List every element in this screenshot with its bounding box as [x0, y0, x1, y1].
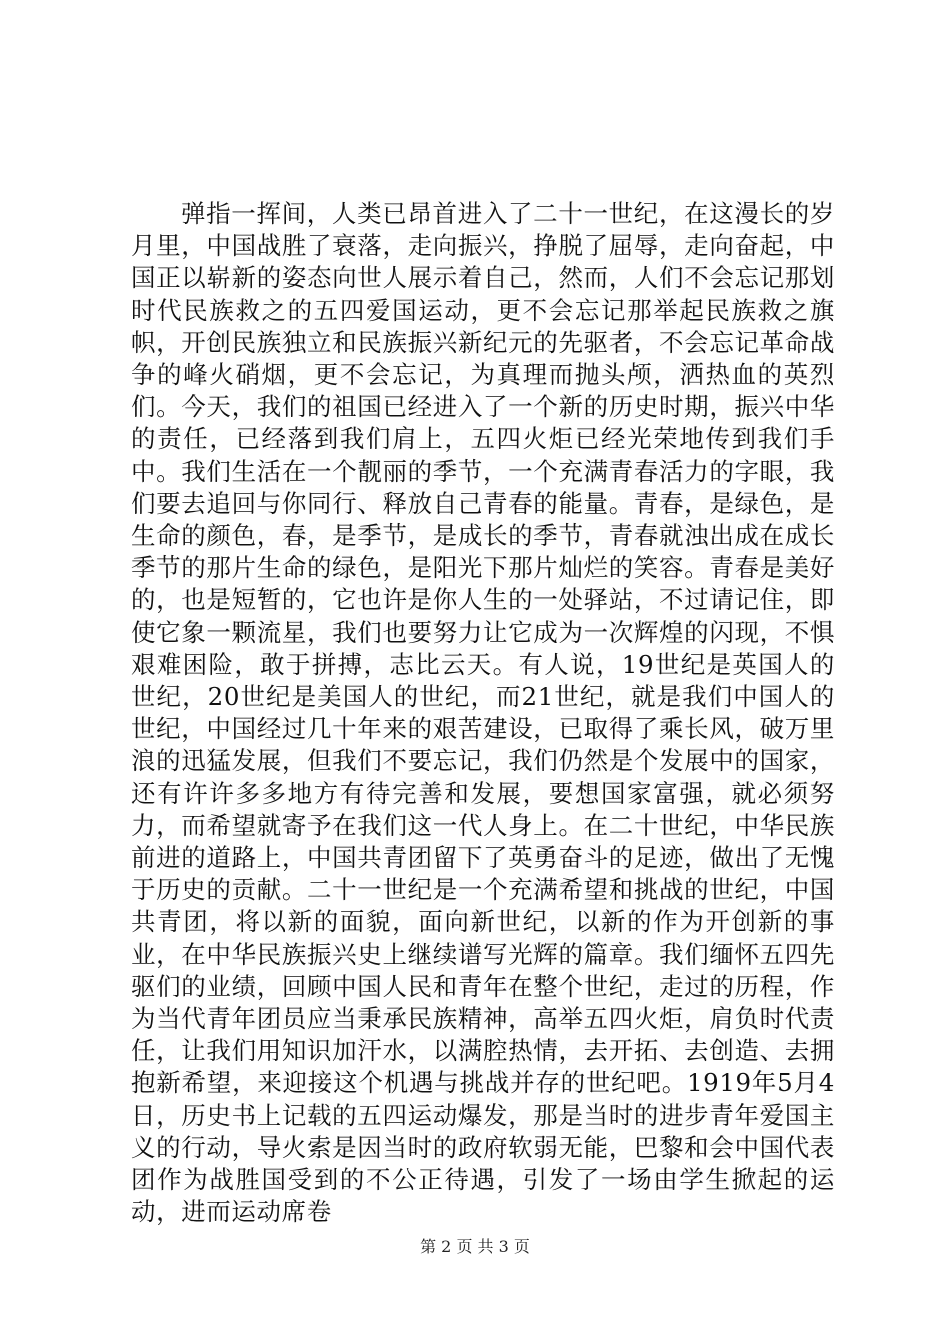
body-paragraph: 弹指一挥间，人类已昂首进入了二十一世纪，在这漫长的岁月里，中国战胜了衰落，走向振兴，挣脱了屈辱，走向奋起，中国正以崭新的姿态向世人展示着自己，然而，人们不会忘记那划时代民族救之的五四爱国运动，更不会忘记那举起民族救之旗帜，开创民族独立和民族振兴新纪元的先驱者，不会忘记革命战争的峰火硝烟，更不会忘记，为真理而抛头颅，洒热血的英烈们。今天，我们的祖国已经进入了一个新的历史时期，振兴中华的责任，已经落到我们肩上，五四火炬已经光荣地传到我们手中。我们生活在一个靓丽的季节，一个充满青春活力的字眼，我们要去追回与你同行、释放自己青春的能量。青春，是绿色，是生命的颜色，春，是季节，是成长的季节，青春就浊出成在成长季节的那片生命的绿色，是阳光下那片灿烂的笑容。青春是美好的，也是短暂的，它也许是你人生的一处驿站，不过请记住，即使它象一颗流星，我们也要努力让它成为一次辉煌的闪现，不惧艰难困险，敢于拼搏，志比云天。有人说，19世纪是英国人的世纪，20世纪是美国人的世纪，而21世纪，就是我们中国人的世纪，中国经过几十年来的艰苦建设，已取得了乘长风，破万里浪的迅猛发展，但我们不要忘记，我们仍然是个发展中的国家，还有许许多多地方有待完善和发展，要想国家富强，就必须努力，而希望就寄予在我们这一代人身上。在二十世纪，中华民族前进的道路上，中国共青团留下了英勇奋斗的足迹，做出了无愧于历史的贡献。二十一世纪是一个充满希望和挑战的世纪，中国共青团，将以新的面貌，面向新世纪，以新的作为开创新的事业，在中华民族振兴史上继续谱写光辉的篇章。我们缅怀五四先驱们的业绩，回顾中国人民和青年在整个世纪，走过的历程，作为当代青年团员应当秉承民族精神，高举五四火炬，肩负时代责任，让我们用知识加汗水，以满腔热情，去开拓、去创造、去拥抱新希望，来迎接这个机遇与挑战并存的世纪吧。1919年5月4日，历史书上记载的五四运动爆发，那是当时的进步青年爱国主义的行动，导火索是因当时的政府软弱无能，巴黎和会中国代表团作为战胜国受到的不公正待遇，引发了一场由学生掀起的运动，进而运动席卷 — [131, 199, 835, 1227]
page-footer: 第 2 页 共 3 页 — [420, 1237, 530, 1256]
